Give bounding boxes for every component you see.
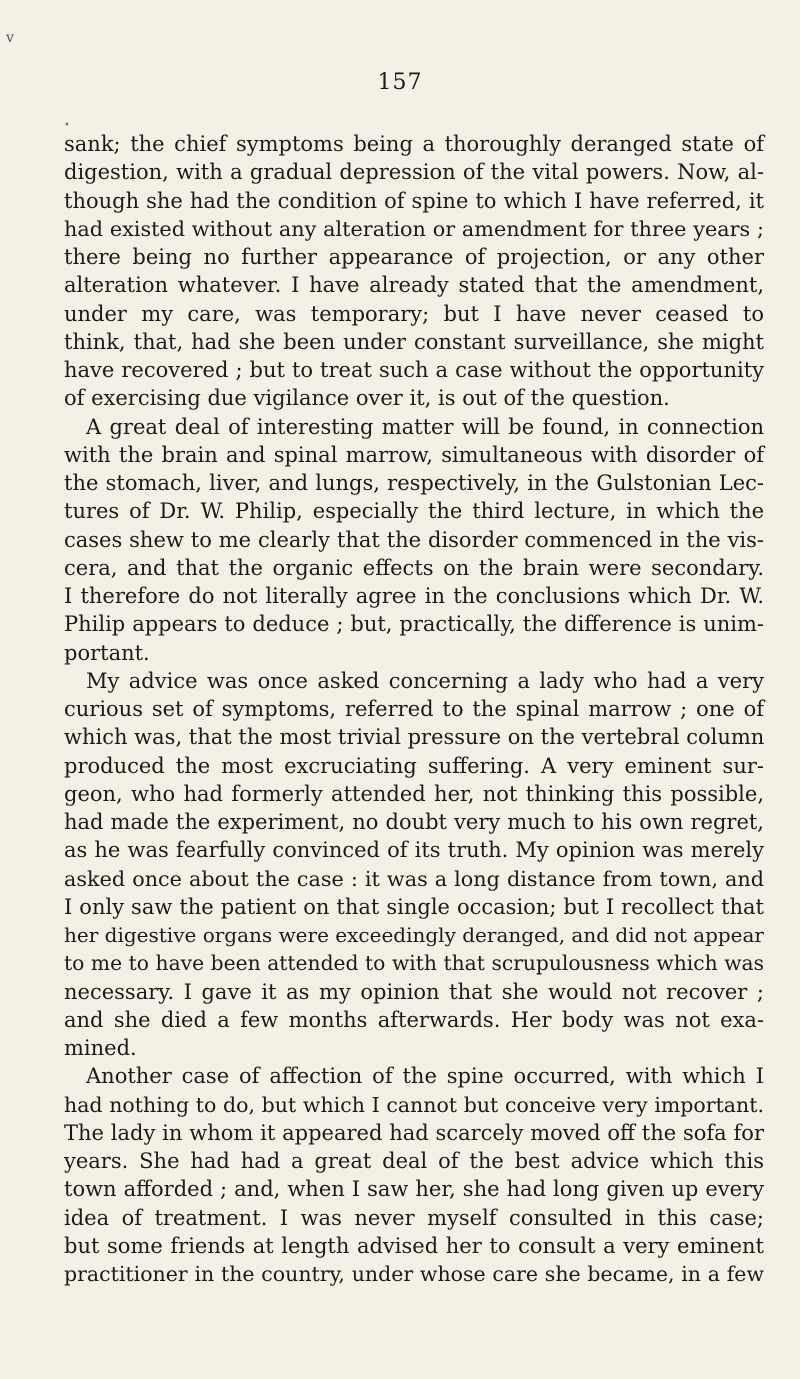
text-line: Another case of affection of the spine occurred, with which I: [86, 1064, 764, 1089]
text-line: had nothing to do, but which I cannot but conceive very important.: [64, 1092, 764, 1117]
text-line: alteration whatever. I have already stated that the amendment,: [64, 273, 764, 298]
text-line: with the brain and spinal marrow, simultaneous with disorder of: [64, 442, 764, 467]
text-line: practitioner in the country, under whose care she became, in a few: [64, 1262, 764, 1286]
text-line: asked once about the case : it was a long distance from town, and: [64, 866, 764, 891]
text-line: mined.: [64, 1036, 137, 1060]
text-line: town afforded ; and, when I saw her, she had long given up every: [64, 1177, 764, 1202]
text-line: have recovered ; but to treat such a case without the opportunity: [64, 358, 764, 382]
body-text: [64, 130, 764, 1288]
text-line: sank; the chief symptoms being a thoroughly deranged state of: [64, 132, 764, 156]
text-line: A great deal of interesting matter will be found, in connection: [86, 414, 764, 439]
text-line: necessary. I gave it as my opinion that she would not recover ;: [64, 979, 764, 1004]
text-line: geon, who had formerly attended her, not thinking this possible,: [64, 781, 764, 806]
text-line: tures of Dr. W. Philip, especially the third lecture, in which the: [64, 499, 764, 524]
text-line: and she died a few months afterwards. Her body was not exa-: [64, 1007, 764, 1032]
text-line: produced the most excruciating suffering. A very eminent sur-: [64, 753, 764, 778]
print-speck: •: [64, 120, 70, 131]
text-line: I therefore do not literally agree in the conclusions which Dr. W.: [64, 584, 764, 608]
text-line: idea of treatment. I was never myself consulted in this case;: [64, 1205, 764, 1230]
text-line: cases shew to me clearly that the disorder commenced in the vis-: [64, 527, 764, 552]
text-line: to me to have been attended to with that scrupulousness which was: [64, 951, 764, 976]
text-line: had existed without any alteration or amendment for three years ;: [64, 216, 764, 241]
corner-mark: v: [6, 30, 14, 46]
text-line: as he was fearfully convinced of its truth. My opinion was merely: [64, 838, 764, 863]
text-line: though she had the condition of spine to which I have referred, it: [64, 188, 764, 213]
text-line: there being no further appearance of projection, or any other: [64, 245, 764, 269]
text-line: portant.: [64, 640, 150, 665]
text-line: cera, and that the organic effects on the brain were secondary.: [64, 555, 764, 580]
text-line: her digestive organs were exceedingly deranged, and did not appear: [64, 923, 764, 947]
text-line: curious set of symptoms, referred to the spinal marrow ; one of: [64, 697, 764, 721]
text-line: think, that, had she been under constant surveillance, she might: [64, 329, 764, 354]
text-line: had made the experiment, no doubt very much to his own regret,: [64, 810, 764, 834]
text-line: digestion, with a gradual depression of the vital powers. Now, al-: [64, 160, 764, 185]
text-line: which was, that the most trivial pressure on the vertebral column: [64, 725, 765, 750]
text-line: under my care, was temporary; but I have never ceased to: [64, 301, 764, 326]
text-line: but some friends at length advised her to consult a very eminent: [64, 1233, 764, 1258]
text-line: the stomach, liver, and lungs, respectively, in the Gulstonian Lec-: [64, 471, 764, 495]
text-line: years. She had had a great deal of the best advice which this: [64, 1149, 764, 1173]
text-line: I only saw the patient on that single occasion; but I recollect that: [64, 894, 764, 919]
text-line: The lady in whom it appeared had scarcely moved off the sofa for: [64, 1120, 764, 1145]
text-line: of exercising due vigilance over it, is out of the question.: [64, 386, 670, 411]
text-line: Philip appears to deduce ; but, practically, the difference is unim-: [64, 612, 764, 637]
page-number: 157: [377, 70, 423, 95]
text-line: My advice was once asked concerning a lady who had a very: [86, 668, 764, 693]
